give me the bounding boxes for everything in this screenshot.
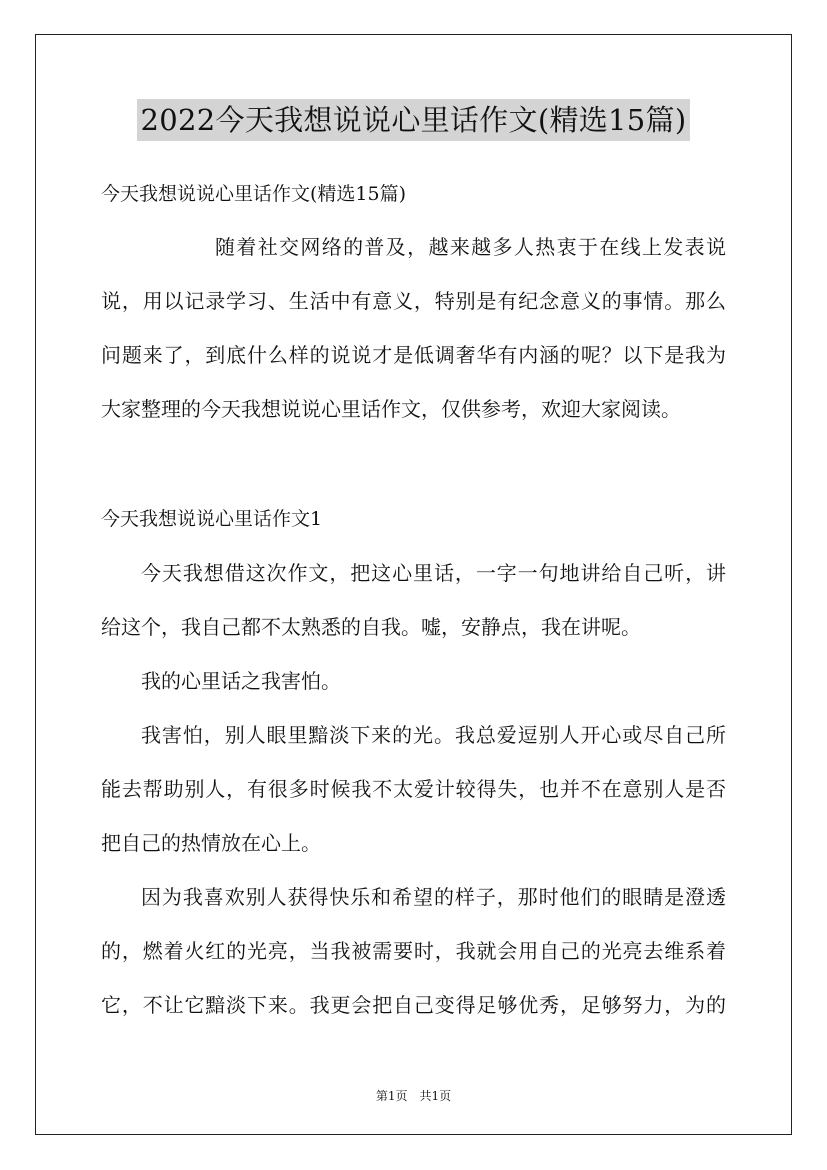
paragraph-line: 我的心里话之我害怕。	[141, 669, 341, 693]
paragraph-line: 今天我想借这次作文，把这心里话，一字一句地讲给自己听，讲	[141, 561, 726, 585]
intro-line: 随着社交网络的普及，越来越多人热衷于在线上发表说	[215, 235, 726, 259]
page-total: 共1页	[419, 1089, 452, 1103]
document-subtitle: 今天我想说说心里话作文(精选15篇)	[101, 183, 407, 205]
intro-line: 说，用以记录学习、生活中有意义，特别是有纪念意义的事情。那么	[101, 289, 726, 313]
paragraph-line: 我害怕，别人眼里黯淡下来的光。我总爱逗别人开心或尽自己所	[141, 723, 726, 747]
intro-line: 大家整理的今天我想说说心里话作文，仅供参考，欢迎大家阅读。	[101, 397, 681, 421]
section-heading: 今天我想说说心里话作文1	[101, 508, 323, 530]
page-number: 第1页	[375, 1089, 408, 1103]
paragraph-line: 它，不让它黯淡下来。我更会把自己变得足够优秀，足够努力，为的	[101, 993, 726, 1017]
paragraph-line: 能去帮助别人，有很多时候我不太爱计较得失，也并不在意别人是否	[101, 777, 726, 801]
intro-line: 问题来了，到底什么样的说说才是低调奢华有内涵的呢？以下是我为	[101, 343, 726, 367]
paragraph-line: 因为我喜欢别人获得快乐和希望的样子，那时他们的眼睛是澄透	[141, 885, 726, 909]
paragraph-line: 的，燃着火红的光亮，当我被需要时，我就会用自己的光亮去维系着	[101, 939, 726, 963]
paragraph-line: 给这个，我自己都不太熟悉的自我。嘘，安静点，我在讲呢。	[101, 615, 641, 639]
document-title: 2022今天我想说说心里话作文(精选15篇)	[137, 99, 691, 141]
title-container	[0, 99, 827, 141]
paragraph-line: 把自己的热情放在心上。	[101, 831, 321, 855]
page-footer	[0, 1087, 827, 1104]
